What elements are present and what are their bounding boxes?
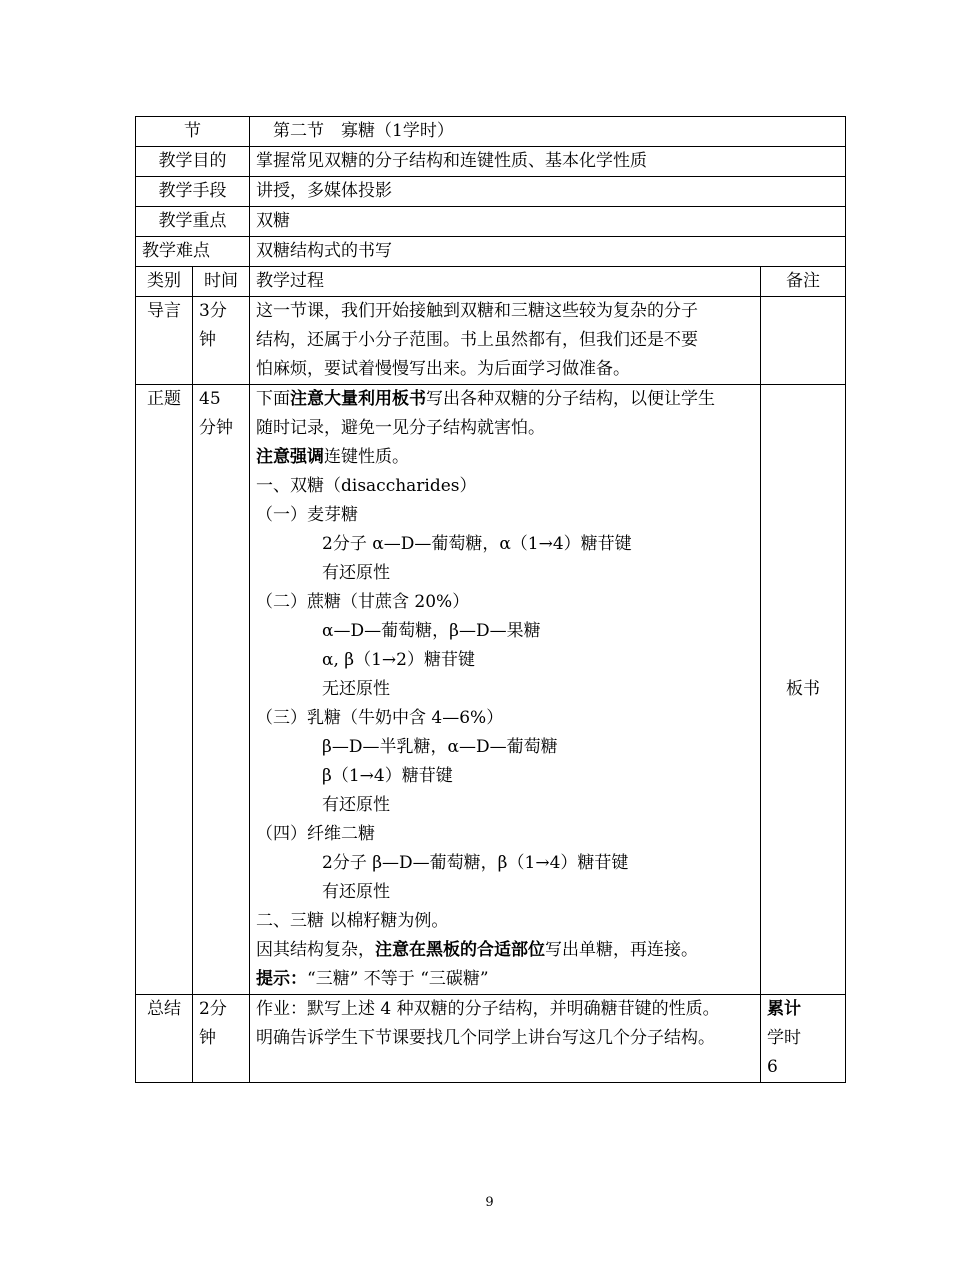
main-time bbox=[193, 385, 250, 995]
detail-line: 2分子 α—D—葡萄糖，α（1→4）糖苷键 bbox=[322, 534, 632, 554]
subsection-heading: （四）纤维二糖 bbox=[256, 824, 375, 844]
column-header-row bbox=[136, 267, 846, 297]
detail-line: 有还原性 bbox=[322, 795, 390, 815]
row-summary bbox=[136, 995, 846, 1083]
detail-line: α, β（1→2）糖苷键 bbox=[322, 650, 475, 670]
objective-value: 掌握常见双糖的分子结构和连键性质、基本化学性质 bbox=[250, 147, 846, 177]
intro-line: 怕麻烦，要试着慢慢写出来。为后面学习做准备。 bbox=[256, 359, 630, 379]
col-process: 教学过程 bbox=[250, 267, 761, 297]
row-main bbox=[136, 385, 846, 995]
summary-category: 总结 bbox=[136, 995, 193, 1083]
text-run: 连键性质。 bbox=[324, 447, 409, 467]
emphasis-text: 注意强调 bbox=[256, 447, 324, 467]
detail-line: β（1→4）糖苷键 bbox=[322, 766, 453, 786]
intro-line: 这一节课，我们开始接触到双糖和三糖这些较为复杂的分子 bbox=[256, 301, 698, 321]
tip-line bbox=[256, 965, 760, 994]
summary-line: 作业：默写上述 4 种双糖的分子结构，并明确糖苷键的性质。 bbox=[256, 999, 720, 1019]
main-line-2: 随时记录，避免一见分子结构就害怕。 bbox=[256, 418, 545, 438]
text-run: 因其结构复杂， bbox=[256, 940, 375, 960]
intro-category: 导言 bbox=[136, 297, 193, 385]
text-run: 写出单糖，再连接。 bbox=[545, 940, 698, 960]
method-label: 教学手段 bbox=[136, 177, 250, 207]
summary-content bbox=[250, 995, 761, 1083]
row-difficulty bbox=[136, 237, 846, 267]
main-content bbox=[250, 385, 761, 995]
method-value: 讲授，多媒体投影 bbox=[250, 177, 846, 207]
main-time-line: 45 bbox=[199, 389, 221, 409]
text-run: 下面 bbox=[256, 389, 290, 409]
main-last-line bbox=[256, 936, 760, 965]
row-intro bbox=[136, 297, 846, 385]
summary-line: 明确告诉学生下节课要找几个同学上讲台写这几个分子结构。 bbox=[256, 1028, 715, 1048]
tip-text: “三糖” 不等于 “三碳糖” bbox=[307, 969, 489, 989]
col-category: 类别 bbox=[136, 267, 193, 297]
col-time: 时间 bbox=[193, 267, 250, 297]
main-category: 正题 bbox=[136, 385, 193, 995]
section-value: 第二节 寡糖（1学时） bbox=[250, 117, 846, 147]
emphasis-text: 注意大量利用板书 bbox=[290, 389, 426, 409]
intro-line: 结构，还属于小分子范围。书上虽然都有，但我们还是不要 bbox=[256, 330, 698, 350]
section-heading: 二、三糖 以棉籽糖为例。 bbox=[256, 911, 449, 931]
intro-wrap bbox=[250, 297, 845, 384]
detail-line: α—D—葡萄糖，β—D—果糖 bbox=[322, 621, 541, 641]
col-note: 备注 bbox=[761, 267, 846, 297]
section-heading: 一、双糖（disaccharides） bbox=[256, 476, 477, 496]
intro-time-line: 3分 bbox=[199, 301, 227, 321]
summary-time-line: 2分 bbox=[199, 999, 227, 1019]
lesson-plan-table bbox=[135, 116, 846, 1083]
focus-value: 双糖 bbox=[250, 207, 846, 237]
main-line-3 bbox=[256, 443, 760, 472]
summary-note-line: 6 bbox=[767, 1057, 778, 1077]
summary-note bbox=[761, 995, 846, 1083]
row-method bbox=[136, 177, 846, 207]
main-time-line: 分钟 bbox=[199, 418, 233, 438]
text-run: 写出各种双糖的分子结构，以便让学生 bbox=[426, 389, 715, 409]
detail-line: 2分子 β—D—葡萄糖，β（1→4）糖苷键 bbox=[322, 853, 629, 873]
detail-line: 无还原性 bbox=[322, 679, 390, 699]
emphasis-text: 注意在黑板的合适部位 bbox=[375, 940, 545, 960]
detail-line: β—D—半乳糖，α—D—葡萄糖 bbox=[322, 737, 558, 757]
tip-label: 提示： bbox=[256, 969, 307, 989]
intro-time bbox=[193, 297, 250, 385]
main-note: 板书 bbox=[761, 385, 846, 995]
row-objective bbox=[136, 147, 846, 177]
intro-time-line: 钟 bbox=[199, 330, 216, 350]
summary-time bbox=[193, 995, 250, 1083]
row-focus bbox=[136, 207, 846, 237]
subsection-heading: （三）乳糖（牛奶中含 4—6%） bbox=[256, 708, 504, 728]
detail-line: 有还原性 bbox=[322, 882, 390, 902]
detail-line: 有还原性 bbox=[322, 563, 390, 583]
main-line-1 bbox=[256, 385, 760, 414]
focus-label: 教学重点 bbox=[136, 207, 250, 237]
intro-note-divider bbox=[760, 297, 761, 384]
difficulty-label: 教学难点 bbox=[136, 237, 250, 267]
row-section bbox=[136, 117, 846, 147]
objective-label: 教学目的 bbox=[136, 147, 250, 177]
subsection-heading: （一）麦芽糖 bbox=[256, 505, 358, 525]
summary-time-line: 钟 bbox=[199, 1028, 216, 1048]
summary-note-bold: 累计 bbox=[767, 999, 801, 1019]
intro-text bbox=[250, 297, 760, 384]
difficulty-value: 双糖结构式的书写 bbox=[250, 237, 846, 267]
intro-content bbox=[250, 297, 846, 385]
section-label: 节 bbox=[136, 117, 250, 147]
page-number: 9 bbox=[485, 1195, 494, 1210]
summary-note-line: 学时 bbox=[767, 1028, 801, 1048]
subsection-heading: （二）蔗糖（甘蔗含 20%） bbox=[256, 592, 470, 612]
